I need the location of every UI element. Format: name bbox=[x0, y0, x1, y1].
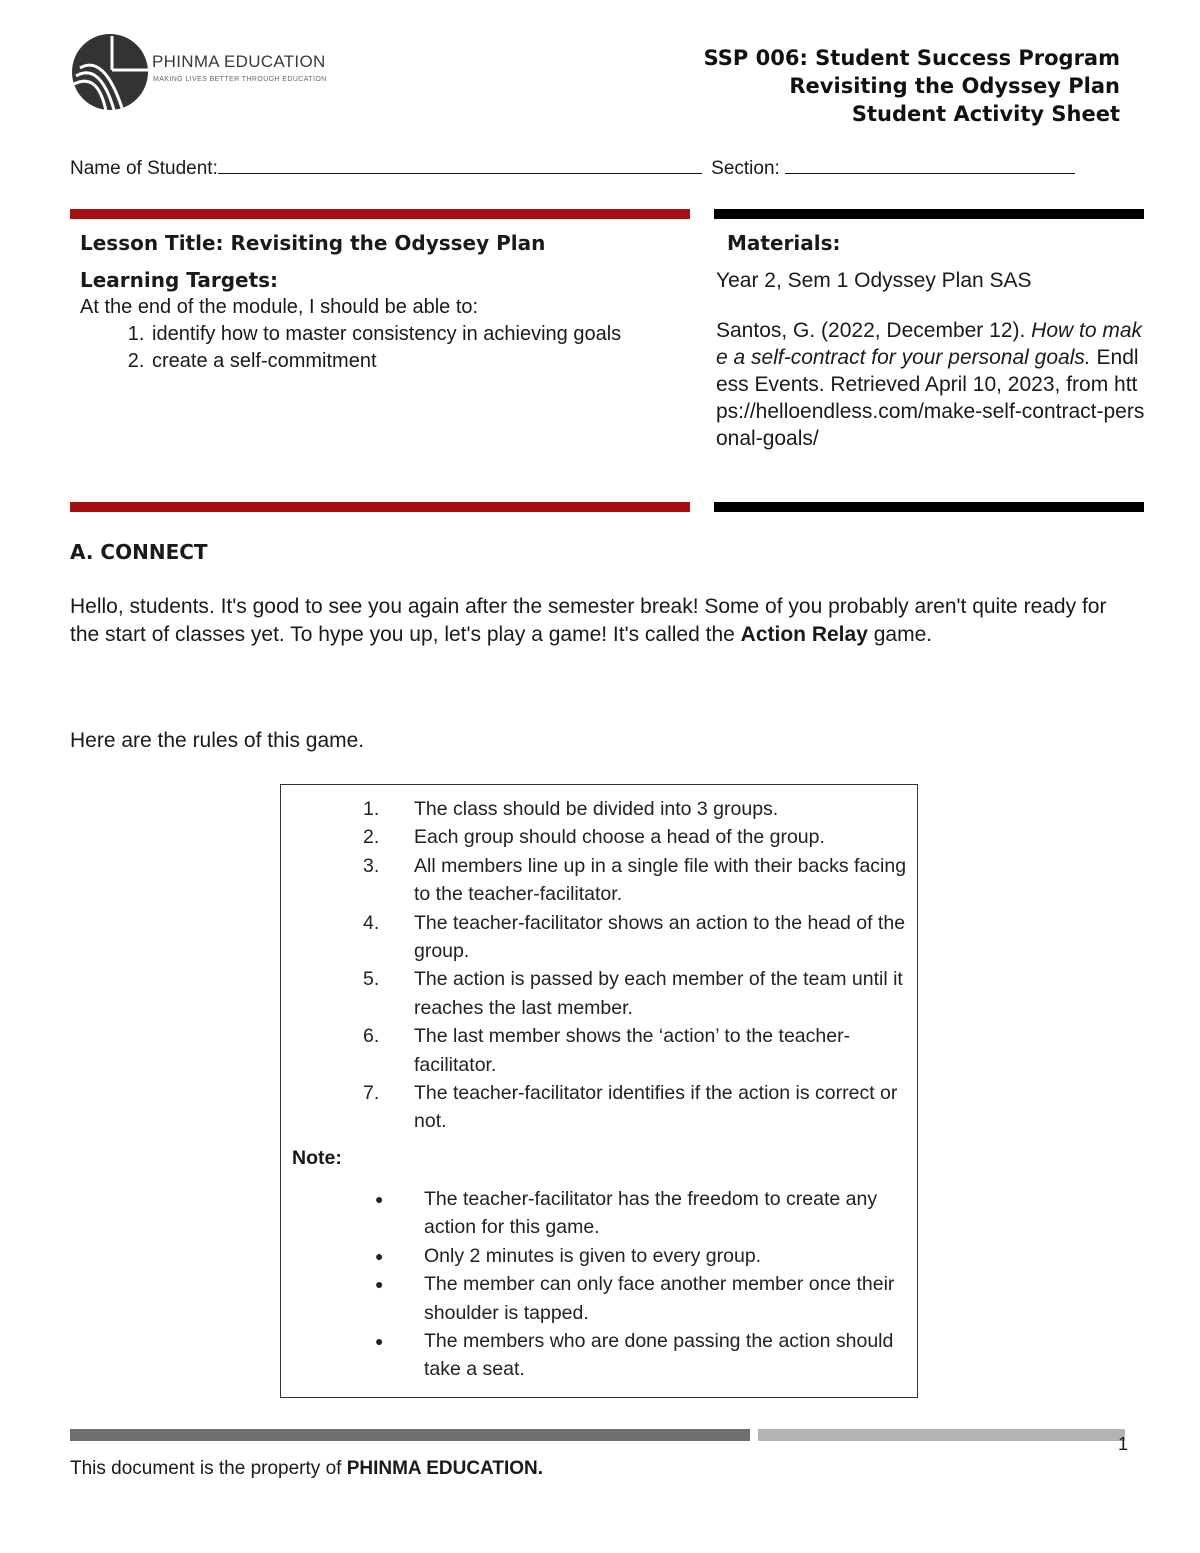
learning-target: 2. create a self-commitment bbox=[150, 348, 680, 375]
logo-mark-icon bbox=[70, 32, 150, 112]
bullet-icon: ● bbox=[375, 1247, 384, 1264]
learning-target: 1. identify how to master consistency in achieving goals bbox=[150, 321, 680, 348]
name-label: Name of Student: bbox=[70, 158, 218, 179]
bullet-icon: ● bbox=[375, 1191, 384, 1207]
note-text: The members who are done passing the action should take a seat. bbox=[424, 1330, 894, 1381]
note-text: Only 2 minutes is given to every group. bbox=[424, 1244, 762, 1267]
rule-item bbox=[363, 965, 908, 1022]
paragraph-text-end: game. bbox=[873, 622, 933, 646]
page-number: 1 bbox=[1118, 1434, 1129, 1454]
document-header bbox=[704, 44, 1120, 128]
section-label: Section: bbox=[711, 158, 780, 179]
notes-list bbox=[370, 1185, 900, 1384]
rules-list bbox=[363, 795, 908, 1136]
footer-text bbox=[70, 1458, 543, 1480]
rule-number: 7. bbox=[363, 1082, 380, 1105]
section-field[interactable] bbox=[785, 155, 1075, 174]
logo bbox=[70, 32, 150, 112]
rule-text: The teacher-facilitator shows an action to the head of the group. bbox=[414, 911, 906, 963]
materials-item: Year 2, Sem 1 Odyssey Plan SAS bbox=[716, 269, 1032, 292]
logo-name: PHINMA EDUCATION bbox=[152, 52, 326, 71]
learning-targets-list bbox=[80, 321, 680, 375]
rule-text: The teacher-facilitator identifies if the action is correct or not. bbox=[414, 1082, 898, 1133]
reference-source: Endless Events. Retrieved April 10, 2023, from https://helloendless.com/make-self-contract-personal-goals/ bbox=[716, 346, 1145, 450]
logo-tagline: MAKING LIVES BETTER THROUGH EDUCATION bbox=[153, 76, 327, 83]
game-name: Action Relay bbox=[740, 622, 868, 646]
rule-text: The action is passed by each member of the team until it reaches the last member. bbox=[414, 968, 903, 1019]
note-item bbox=[370, 1270, 900, 1327]
footer-statement: This document is the property of bbox=[70, 1458, 342, 1479]
sheet-type: Student Activity Sheet bbox=[851, 102, 1120, 126]
paragraph-text: Hello, students. It's good to see you again after the semester break! Some of you probably aren't quite ready for the start of classes yet. To hype you up, let's play a game! It's called the bbox=[70, 595, 1107, 646]
divider-red-bottom bbox=[70, 502, 690, 512]
note-item bbox=[370, 1327, 900, 1384]
bullet-icon: ● bbox=[375, 1333, 384, 1350]
note-text: The member can only face another member once their shoulder is tapped. bbox=[424, 1273, 895, 1324]
divider-red-top bbox=[70, 209, 690, 219]
divider-black-bottom bbox=[714, 502, 1144, 512]
materials-panel bbox=[716, 230, 1146, 452]
connect-paragraph bbox=[70, 593, 1140, 648]
rule-text: The class should be divided into 3 groups. bbox=[414, 798, 779, 820]
lesson-title bbox=[80, 230, 680, 257]
rule-item bbox=[363, 823, 908, 851]
divider-black-top bbox=[714, 209, 1144, 219]
rule-text: The last member shows the ‘action’ to the teacher-facilitator. bbox=[414, 1025, 851, 1076]
rule-item bbox=[363, 1079, 908, 1136]
rule-text: Each group should choose a head of the group. bbox=[414, 826, 825, 849]
rule-number: 6. bbox=[363, 1025, 380, 1048]
rule-number: 2. bbox=[363, 826, 380, 849]
footer-bar-light bbox=[758, 1429, 1125, 1441]
note-item bbox=[370, 1185, 900, 1242]
note-label: Note: bbox=[292, 1147, 342, 1169]
student-info-line bbox=[70, 155, 1075, 180]
lesson-heading: Revisiting the Odyssey Plan bbox=[789, 74, 1120, 98]
learning-targets-label: Learning Targets: bbox=[80, 268, 279, 292]
footer-owner: PHINMA EDUCATION. bbox=[346, 1458, 544, 1479]
rule-number: 4. bbox=[363, 911, 380, 934]
bullet-icon: ● bbox=[375, 1276, 384, 1293]
lesson-panel bbox=[80, 230, 680, 375]
lesson-title-value: Revisiting the Odyssey Plan bbox=[230, 231, 546, 255]
footer-bar-dark bbox=[70, 1429, 750, 1441]
section-heading: A. CONNECT bbox=[70, 540, 208, 564]
rule-text: All members line up in a single file with their backs facing to the teacher-facilitator. bbox=[414, 854, 907, 906]
rule-item bbox=[363, 852, 908, 909]
reference-title: How to make a self-contract for your personal goals. bbox=[716, 319, 1143, 369]
rule-item bbox=[363, 909, 908, 966]
rule-item bbox=[363, 795, 908, 823]
note-item bbox=[370, 1242, 900, 1270]
materials-label: Materials: bbox=[727, 231, 841, 255]
rule-number: 5. bbox=[363, 968, 380, 991]
course-title: SSP 006: Student Success Program bbox=[703, 46, 1120, 70]
rule-number: 3. bbox=[363, 854, 380, 877]
learning-targets-intro: At the end of the module, I should be able to: bbox=[80, 296, 479, 318]
rules-intro: Here are the rules of this game. bbox=[70, 729, 365, 752]
reference-author: Santos, G. (2022, December 12). bbox=[716, 319, 1026, 342]
note-text: The teacher-facilitator has the freedom to create any action for this game. bbox=[424, 1188, 878, 1239]
rule-number: 1. bbox=[363, 798, 380, 820]
name-field[interactable] bbox=[218, 155, 702, 174]
materials-reference bbox=[716, 317, 1146, 452]
lesson-title-label: Lesson Title: bbox=[80, 231, 224, 255]
rule-item bbox=[363, 1022, 908, 1079]
